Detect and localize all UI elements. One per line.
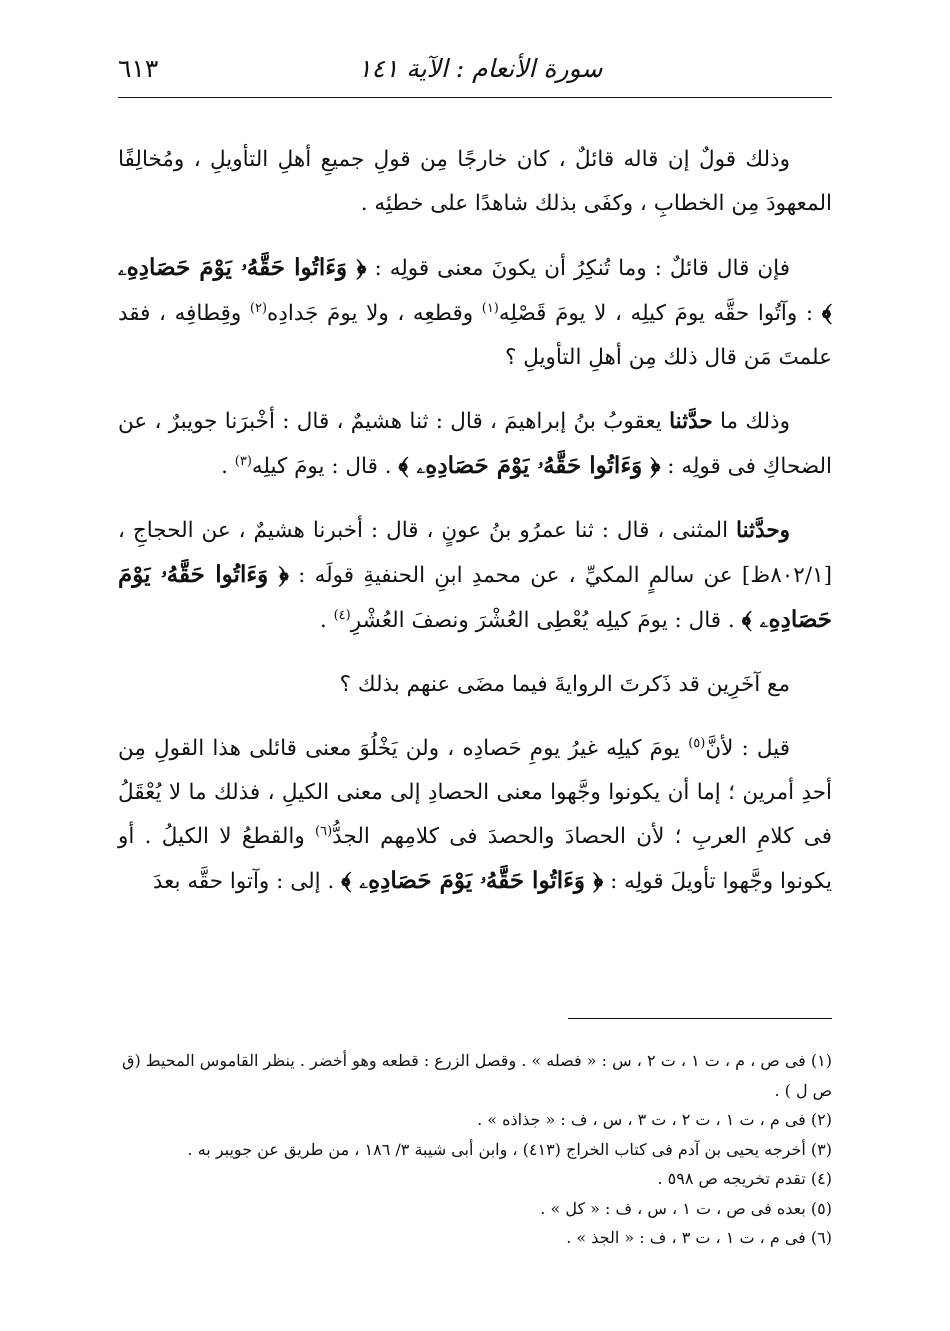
text-segment: . [319, 608, 334, 633]
text-segment: يعقوبُ بنُ إبراهيمَ ، قال : ثنا هشيمٌ ، قال : أخْبرَنا جويبرٌ ، عن الضحاكِ فى قولِه : [118, 409, 832, 479]
footnote-marker: (٤) [333, 607, 351, 623]
footnote-2: (٢) فى م ، ت ١ ، ت ٢ ، ت ٣ ، س ، ف : « جذاذه » . [477, 1110, 832, 1129]
text-segment: . [221, 454, 235, 479]
main-text [118, 138, 832, 904]
paragraph-6 [118, 727, 832, 904]
running-header [118, 52, 832, 92]
paragraph-1: وذلك قولٌ إن قاله قائلٌ ، كان خارجًا مِن قولِ جميعِ أهلِ التأويلِ ، ومُخالِفًا المعهودَ مِن الخطابِ ، وكفَى بذلك شاهدًا على خطئِه . [118, 147, 832, 216]
hadith-keyword: حدَّثنا [669, 409, 713, 434]
footnote-marker: (٢) [249, 300, 268, 316]
footnotes [118, 1046, 832, 1253]
footnote-marker: (١) [481, 300, 499, 316]
quran-verse: ﴿ وَءَاتُوا حَقَّهُۥ يَوْمَ حَصَادِهِۦ ﴾ [341, 867, 604, 894]
header-rule [118, 97, 832, 98]
text-segment: وقطعِه ، ولا يومَ جَدادِه [267, 301, 482, 326]
text-segment: يومَ كيلِه غيرُ يومِ حَصادِه ، ولن يَخْلُوَ معنى قائلى هذا القولِ مِن أحدِ أمرين ؛ إما أن يكونوا وجَّهوا معنى الحصادِ إلى معنى الكيلِ ، فذلك ما لا يُعْقَلُ فى كلامِ العربِ ؛ لأن الحصادَ والحصدَ فى كلامِهم الجدُّ [118, 736, 832, 849]
text-segment: المثنى ، قال : ثنا عمرُو بنُ عونٍ ، قال : أخبرنا هشيمٌ ، عن الحجاجِ ، [٨٠٢/١ظ] عن سالمٍ المكيِّ ، عن محمدِ ابنِ الحنفيةِ قولَه : [118, 518, 833, 588]
footnote-separator [568, 1018, 832, 1019]
paragraph-3 [118, 400, 832, 489]
footnote-6: (٦) فى م ، ت ١ ، ت ٣ ، ف : « الجذ » . [566, 1228, 832, 1247]
text-segment: . قال : يومَ كيلِه يُعْطِى العُشْرَ ونصفَ العُشْرِ [350, 608, 742, 633]
text-segment: . قال : يومَ كيلِه [251, 454, 399, 479]
quran-verse: ﴿ وَءَاتُوا حَقَّهُۥ يَوْمَ حَصَادِهِۦ ﴾ [398, 452, 661, 479]
paragraph-5: مع آخَرِين قد ذَكرتَ الروايةَ فيما مضَى عنهم بذلك ؟ [339, 672, 790, 697]
header-title: سورة الأنعام : الآية ١٤١ [358, 54, 603, 83]
footnote-marker: (٦) [315, 823, 333, 839]
text-segment: والقطعُ لا الكيلُ . أو يكونوا وجَّهوا تأويلَ قولِه : [118, 824, 832, 894]
paragraph-4 [118, 509, 832, 643]
page-number: ٦١٣ [118, 54, 159, 83]
paragraph-2 [118, 246, 832, 380]
footnote-marker: (٥) [688, 735, 706, 751]
text-segment: : وآتُوا حقَّه يومَ كيلِه ، لا يومَ قَصْلِه [498, 301, 822, 326]
footnote-5: (٥) بعده فى ص ، ت ١ ، س ، ف : « كل » . [540, 1198, 832, 1218]
footnote-4: (٤) تقدم تخريجه ص ٥٩٨ . [657, 1169, 832, 1188]
text-segment: قيل : لأنَّ [705, 736, 790, 761]
text-segment: وذلك ما [712, 409, 790, 434]
hadith-keyword: وحدَّثنا [736, 518, 790, 543]
text-segment: وقِطافِه ، فقد علمتَ مَن قال ذلك مِن أهلِ التأويلِ ؟ [118, 301, 832, 370]
footnote-3: (٣) أخرجه يحيى بن آدم فى كتاب الخراج (٤١٣) ، وابن أبى شيبة ٣/ ١٨٦ ، من طريق عن جويبر به . [187, 1139, 832, 1159]
footnote-marker: (٣) [234, 453, 252, 469]
quran-verse: ﴿ وَءَاتُوا حَقَّهُۥ يَوْمَ حَصَادِهِۦ ﴾ [118, 561, 832, 633]
footnote-1: (١) فى ص ، م ، ت ١ ، ت ٢ ، س : « فصله » . وقصل الزرع : قطعه وهو أخضر . ينظر القاموس المحيط (ق ص ل ) . [122, 1051, 832, 1100]
text-segment: . إلى : وآتوا حقَّه بعدَ [152, 869, 342, 894]
text-segment: فإن قال قائلٌ : وما تُنكِرُ أن يكونَ معنى قولِه : [366, 256, 790, 281]
quran-verse: ﴿ وَءَاتُوا حَقَّهُۥ يَوْمَ حَصَادِهِۦ ﴾ [118, 254, 832, 326]
